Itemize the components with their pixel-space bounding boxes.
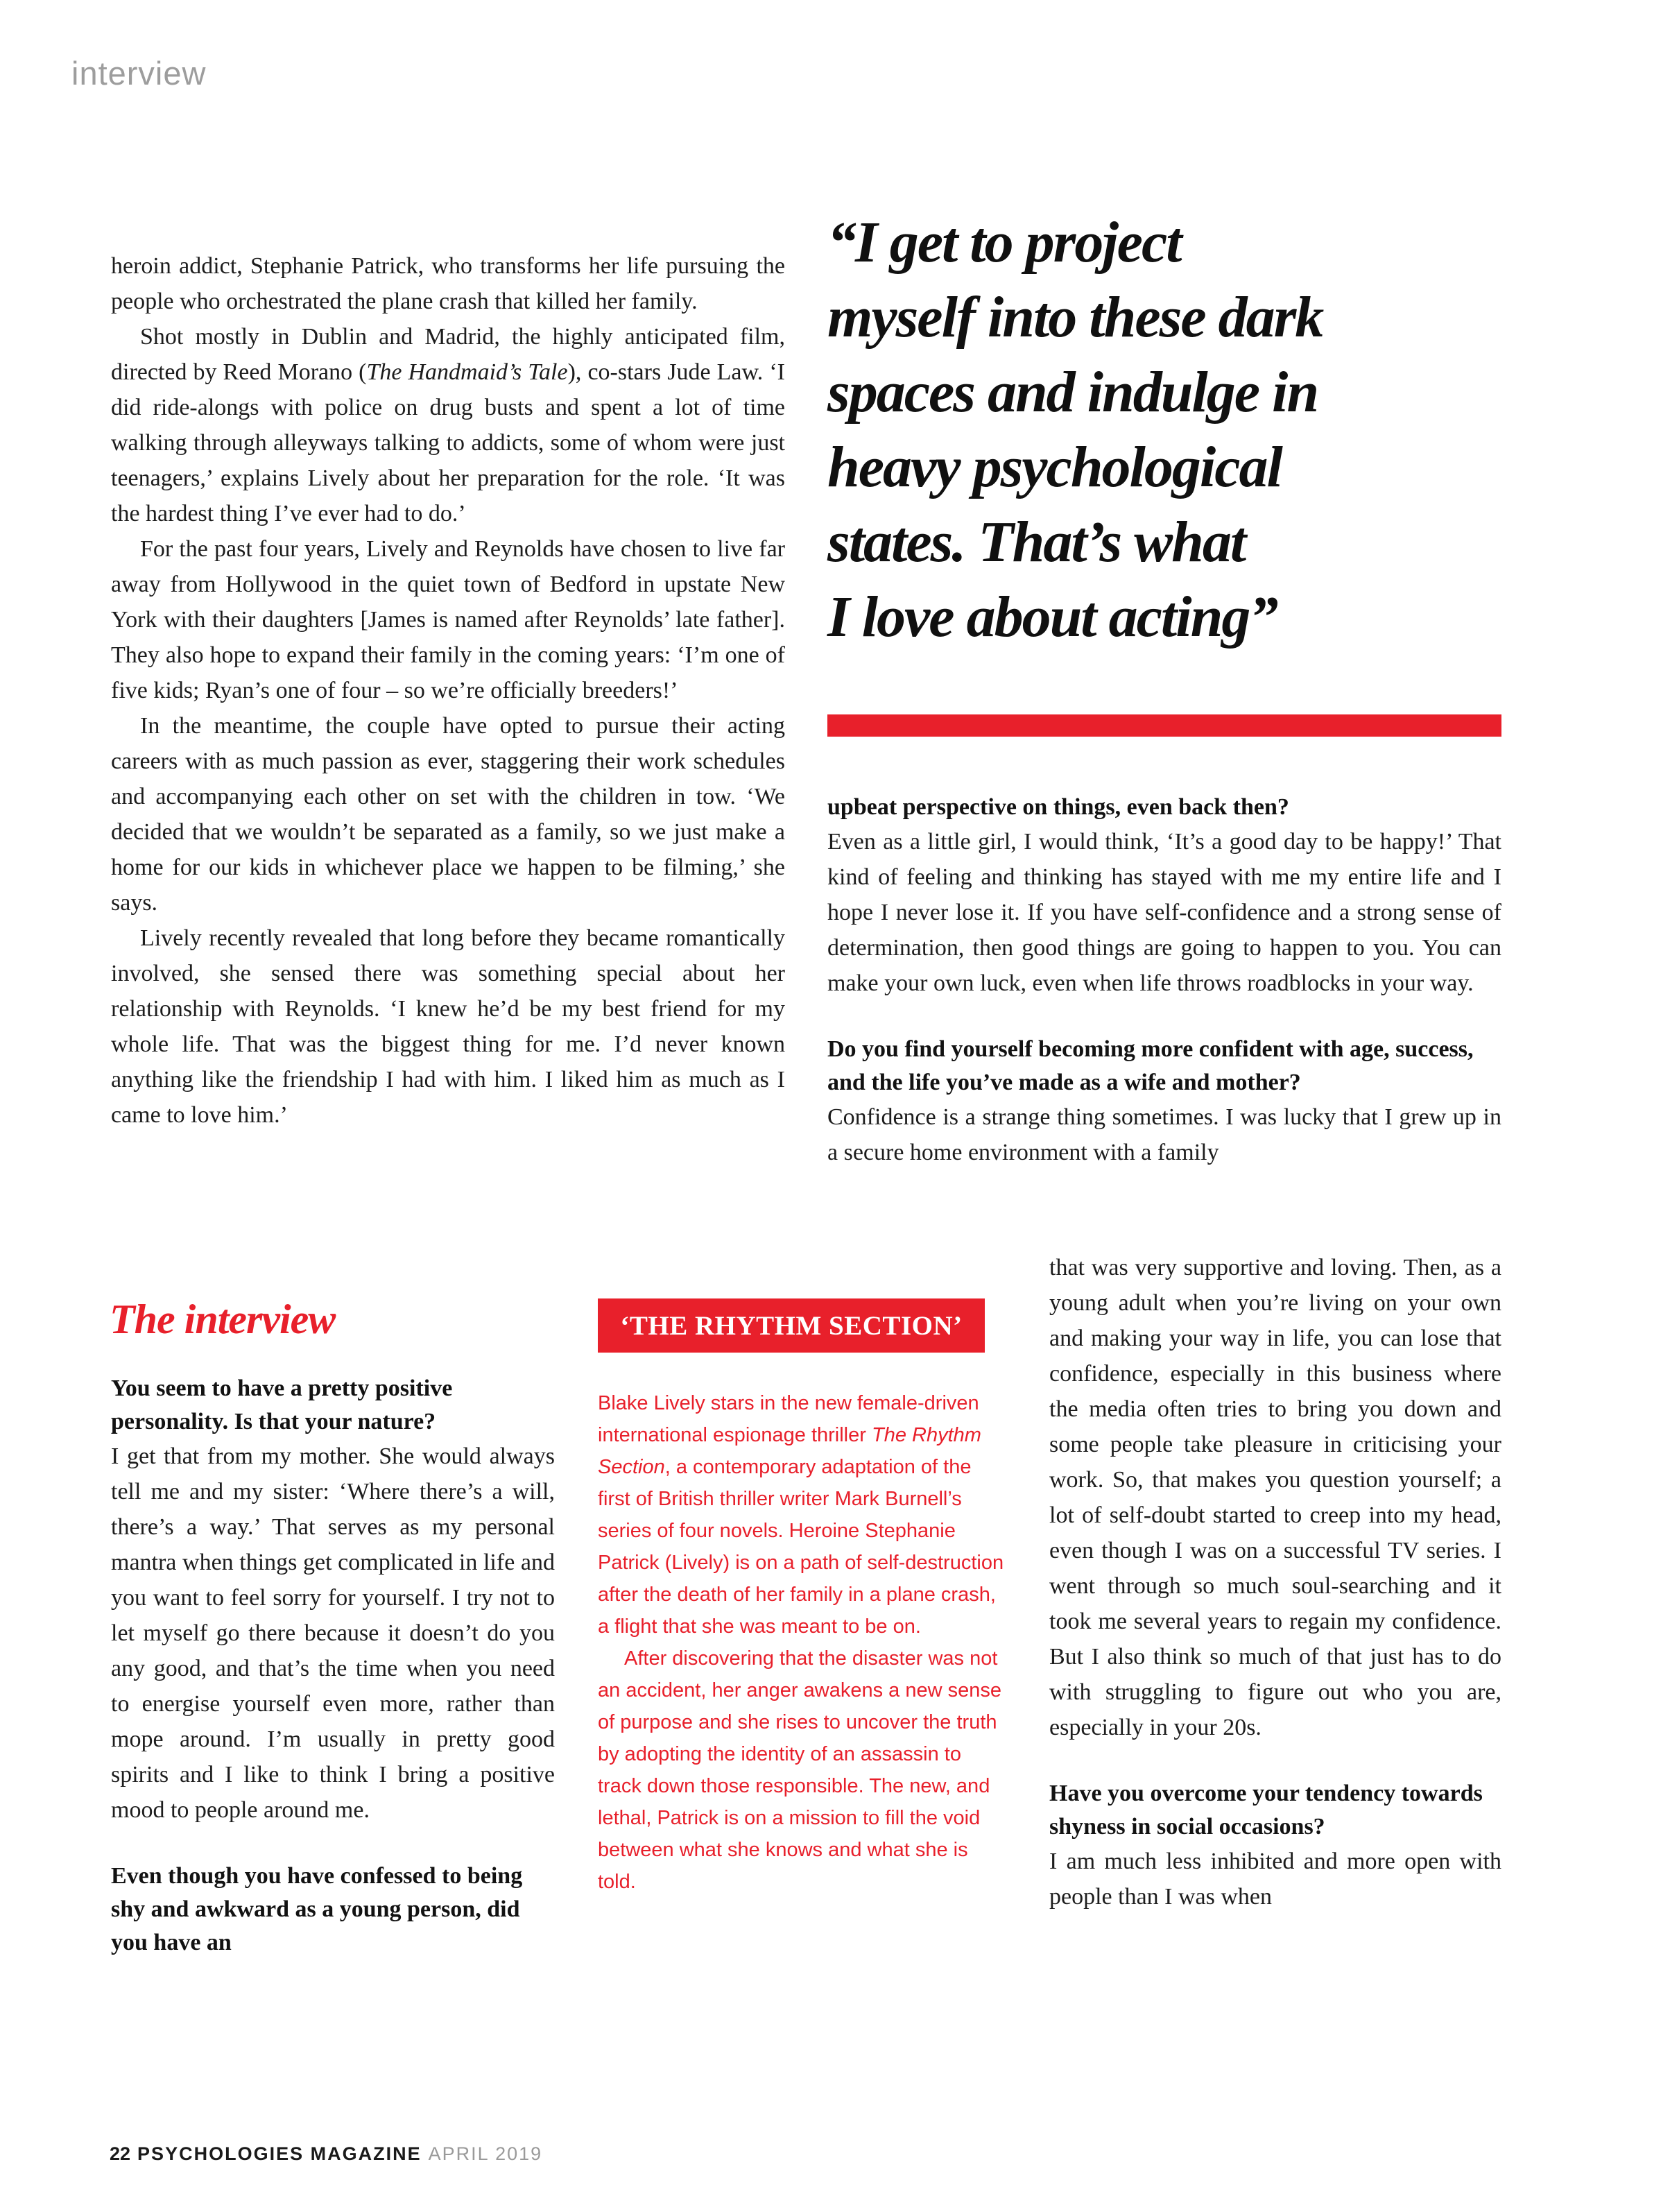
paragraph-text: ), co-stars Jude Law. ‘I did ride-alongs with police on drug busts and spent a lot of time walking through alleyways talking to addicts, some of whom were just teenagers,’ explains Lively about her preparation for the role. ‘It was the hardest thing I’ve ever had to do.’ bbox=[111, 359, 785, 526]
pull-quote-line: states. That’s what bbox=[827, 510, 1246, 574]
page-number: 22 bbox=[110, 2143, 131, 2164]
sidebar-paragraph: After discovering that the disaster was not an accident, her anger awakens a new sense of purpose and she rises to uncover the truth by adopting the identity of an assassin to track down those responsible. The new, and lethal, Patrick is on a mission to fill the void between what she knows and what she is told. bbox=[598, 1647, 1001, 1893]
interview-answer: I am much less inhibited and more open with people than I was when bbox=[1049, 1849, 1501, 1910]
article-paragraph: Lively recently revealed that long before they became romantically involved, she sensed there was something special about her relationship with Reynolds. ‘I knew he’d be my best friend for my whole life. That was the biggest thing for me. I’d never known anything like the friendship I had with him. I liked him as much as I came to love him.’ bbox=[111, 925, 785, 1128]
article-paragraph: For the past four years, Lively and Reynolds have chosen to live far away from Hollywood in the quiet town of Bedford in upstate New York with their daughters [James is named after Reynolds’ late father]. They also hope to expand their family in the coming years: ‘I’m one of five kids; Ryan’s one of four – so we’re officially breeders!’ bbox=[111, 536, 785, 703]
interview-question: Do you find yourself becoming more confident with age, success, and the life you’ve made as a wife and mother? bbox=[827, 1036, 1474, 1095]
interview-question: Have you overcome your tendency towards shyness in social occasions? bbox=[1049, 1781, 1483, 1840]
interview-question: You seem to have a pretty positive personality. Is that your nature? bbox=[111, 1375, 453, 1434]
pull-quote-line: spaces and indulge in bbox=[827, 360, 1318, 425]
magazine-name: PSYCHOLOGIES MAGAZINE bbox=[137, 2143, 422, 2164]
sidebar-paragraph bbox=[598, 1387, 1007, 1643]
qa-left-column bbox=[111, 1372, 555, 1960]
interview-question: upbeat perspective on things, even back then? bbox=[827, 794, 1289, 820]
qa-right-bottom bbox=[1049, 1250, 1501, 1914]
interview-section-heading: The interview bbox=[110, 1296, 336, 1342]
interview-answer: Confidence is a strange thing sometimes. I was lucky that I grew up in a secure home environment with a family bbox=[827, 1104, 1501, 1165]
pull-quote-line: “I get to project bbox=[827, 210, 1181, 275]
sidebar-title-box bbox=[598, 1298, 985, 1353]
interview-answer: I get that from my mother. She would always tell me and my sister: ‘Where there’s a will, there’s a way.’ That serves as my personal mantra when things get complicated in life and you want to feel sorry for yourself. I try not to let myself go there because it doesn’t do you any good, and that’s the time when you need to energise yourself even more, rather than mope around. I’m usually in pretty good spirits and I like to think I bring a positive mood to people around me. bbox=[111, 1443, 555, 1823]
article-paragraph bbox=[111, 319, 785, 531]
rhythm-section-sidebar bbox=[598, 1387, 1007, 1898]
pull-quote-line: I love about acting” bbox=[827, 585, 1277, 649]
italic-title: The Rhythm Section bbox=[598, 1424, 981, 1478]
pull-quote-line: heavy psychological bbox=[827, 435, 1282, 499]
page-footer bbox=[110, 2143, 542, 2165]
article-paragraph: In the meantime, the couple have opted to pursue their acting careers with as much passion as ever, staggering their work schedules and accompanying each other on set with the children in tow. ‘We decided that we wouldn’t be separated as a family, so we just make a home for our kids in whichever place we happen to be filming,’ she says. bbox=[111, 713, 785, 916]
issue-date: APRIL 2019 bbox=[428, 2143, 543, 2164]
italic-title: The Handmaid’s Tale bbox=[366, 359, 568, 385]
article-left-column bbox=[111, 248, 785, 1133]
divider-bar bbox=[827, 714, 1501, 737]
section-label: interview bbox=[71, 55, 207, 92]
pull-quote-line: myself into these dark bbox=[827, 285, 1323, 350]
sidebar-text: , a contemporary adaptation of the first of British thriller writer Mark Burnell’s series of four novels. Heroine Stephanie Patrick (Lively) is on a path of self-destruction after the death of her family in a plane crash, a flight that she was meant to be on. bbox=[598, 1456, 1004, 1638]
interview-answer: Even as a little girl, I would think, ‘It’s a good day to be happy!’ That kind of feeling and thinking has stayed with me my entire life and I hope I never lose it. If you have self-confidence and a strong sense of determination, then good things are going to happen to you. You can make your own luck, even when life throws roadblocks in your way. bbox=[827, 829, 1501, 996]
article-paragraph: heroin addict, Stephanie Patrick, who transforms her life pursuing the people who orchestrated the plane crash that killed her family. bbox=[111, 253, 785, 314]
interview-answer: that was very supportive and loving. Then, as a young adult when you’re living on your own and making your way in life, you can lose that confidence, especially in this business where the media often tries to bring you down and some people take pleasure in criticising your work. So, that makes you question yourself; a lot of self-doubt started to creep into my head, even though I was on a successful TV series. I went through so much soul-searching and it took me several years to regain my confidence. But I also think so much of that just has to do with struggling to figure out who you are, especially in your 20s. bbox=[1049, 1255, 1501, 1740]
sidebar-title: ‘THE RHYTHM SECTION’ bbox=[620, 1310, 963, 1341]
pull-quote bbox=[827, 205, 1510, 655]
interview-question: Even though you have confessed to being shy and awkward as a young person, did you have an bbox=[111, 1863, 523, 1955]
sidebar-text: Blake Lively stars in the new female-driven international espionage thriller bbox=[598, 1392, 979, 1446]
qa-right-top bbox=[827, 791, 1501, 1170]
paragraph-text: Shot mostly in Dublin and Madrid, the highly anticipated film, directed by Reed Morano ( bbox=[111, 324, 785, 385]
